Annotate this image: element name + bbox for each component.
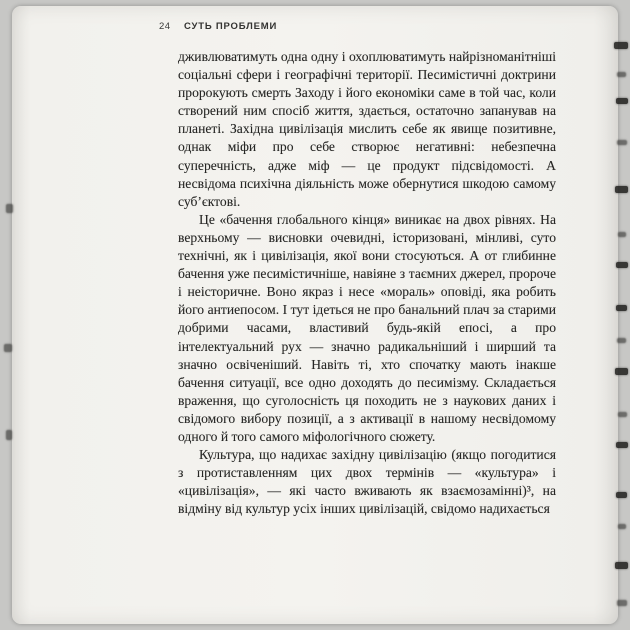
scan-artifact	[617, 338, 626, 343]
page-number: 24	[159, 21, 171, 32]
paragraph: Це «бачення глобального кінця» виникає на двох рівнях. На верхньому — висновки очевидні, історизовані, мінливі, суто технічні, як і цивілізація, якої вони стосуються. А от глибинне бачення уже песимістичніше, навіяне з таємних джерел, пророче і неісторичне. Воно якраз і несе «мораль» оповіді, яка робить його антиепосом. І тут ідеться не про банальний плач за старими добрими часами, властивий будь-якій епосі, а про інтелектуальний рух — значно радикальніший і ширший та значно освіченіший. Навіть ті, хто спочатку мають інакше бачення ситуації, все одно доходять до песимізму. Складається враження, що суголосність ця походить не з наукових даних і свідомого вибору позиції, а з активації в нашому несвідомому одного й того самого міфологічного сюжету.	[178, 211, 556, 444]
scan-artifact	[6, 204, 13, 213]
paragraph: Культура, що надихає західну цивілізацію (якщо погодитися з протиставленням цих двох термінів — «культура» і «цивілізація», — які часто вживають як взаємозамінні)³, на відміну від культур усіх інших цивілізацій, свідомо надихається	[178, 447, 556, 517]
scan-artifact	[615, 562, 628, 569]
scan-artifact	[616, 492, 627, 498]
scan-artifact	[618, 412, 627, 417]
scan-artifact	[617, 140, 627, 145]
scan-artifact	[617, 600, 627, 606]
scan-artifact	[618, 524, 626, 529]
scan-artifact	[614, 42, 628, 49]
scan-artifact	[615, 186, 628, 193]
scan-artifact	[616, 262, 628, 268]
running-head: СУТЬ ПРОБЛЕМИ	[184, 21, 278, 32]
scan-artifact	[616, 98, 628, 104]
scan-artifact	[616, 305, 627, 311]
book-page	[12, 6, 618, 624]
scan-artifact	[616, 442, 628, 448]
scan-artifact	[615, 368, 628, 375]
scan-artifact	[6, 430, 12, 440]
scan-artifact	[618, 232, 626, 237]
page-header	[12, 21, 618, 35]
paragraph: дживлюватимуть одна одну і охоплюватимуть найрізноманітніші соціальні сфери і географічні території. Песимістичні доктрини пророкують смерть Заходу і його економіки саме в той час, коли створений ним спосіб життя, здається, остаточно запанував на планеті. Західна цивілізація мислить себе як явище позитивне, однак міфи про себе створює негативні: небезпечна суперечність, адже міф — це продукт підсвідомості. А несвідома психічна діяльність може обернутися шкодою самому суб’єктові.	[178, 49, 556, 209]
scan-artifact	[4, 344, 12, 352]
scan-artifact	[617, 72, 626, 77]
body-text	[178, 48, 556, 518]
